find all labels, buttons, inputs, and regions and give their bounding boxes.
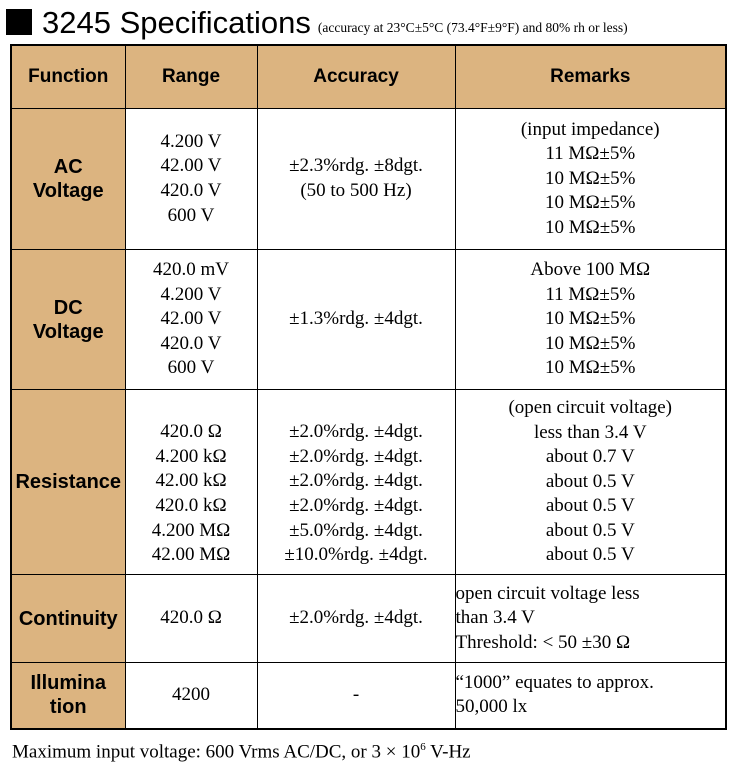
- accuracy-value: ±2.0%rdg. ±4dgt.: [289, 495, 423, 516]
- remarks-line: about 0.7 V: [545, 446, 635, 468]
- function-label: tion: [49, 696, 87, 719]
- accuracy-cell-resistance: [257, 390, 455, 575]
- function-label: Voltage: [32, 180, 104, 202]
- remarks-line: Above 100 MΩ: [530, 259, 651, 281]
- table-header-row: [11, 45, 726, 109]
- remarks-line: about 0.5 V: [545, 544, 635, 566]
- remarks-line: about 0.5 V: [545, 495, 635, 517]
- accuracy-value: ±2.0%rdg. ±4dgt.: [289, 470, 423, 492]
- remarks-line: about 0.5 V: [545, 470, 635, 492]
- function-label: DC: [53, 296, 83, 319]
- accuracy-value: ±1.3%rdg. ±4dgt.: [289, 308, 423, 330]
- remarks-line: 10 MΩ±5%: [544, 357, 636, 379]
- range-cell-ac-voltage: [125, 109, 257, 250]
- remarks-line: 50,000 lx: [455, 696, 528, 718]
- range-value: 600 V: [167, 204, 215, 226]
- remarks-line: 10 MΩ±5%: [544, 308, 636, 330]
- remarks-line: “1000” equates to approx.: [455, 671, 654, 693]
- range-value: 420.0 V: [160, 180, 222, 201]
- range-value: 420.0 kΩ: [155, 495, 227, 516]
- column-header-remarks: Remarks: [455, 45, 726, 109]
- remarks-line: 10 MΩ±5%: [544, 216, 636, 238]
- accuracy-conditions-note: (accuracy at 23°C±5°C (73.4°F±9°F) and 80% rh or less): [317, 20, 628, 35]
- accuracy-cell-ac-voltage: [257, 109, 455, 250]
- footer-text: Maximum input voltage: 600 Vrms AC/DC, or 3 × 10: [12, 741, 421, 763]
- accuracy-value: ±10.0%rdg. ±4dgt.: [284, 544, 428, 566]
- specifications-table: [10, 44, 727, 730]
- remarks-line: 11 MΩ±5%: [545, 143, 636, 165]
- remarks-line: than 3.4 V: [455, 607, 535, 629]
- remarks-line: Threshold: < 50 ±30 Ω: [455, 631, 631, 653]
- range-cell-continuity: [125, 575, 257, 663]
- function-label: AC: [53, 156, 83, 178]
- range-value: 42.00 kΩ: [155, 470, 227, 492]
- function-cell-illumination: [11, 663, 125, 729]
- remarks-line: 11 MΩ±5%: [545, 283, 636, 305]
- max-input-voltage-note: [12, 741, 471, 763]
- accuracy-value: (50 to 500 Hz): [300, 180, 412, 201]
- accuracy-cell-continuity: [257, 575, 455, 663]
- remarks-line: (input impedance): [520, 118, 660, 140]
- function-cell-dc-voltage: [11, 250, 125, 390]
- function-cell-continuity: [11, 575, 125, 663]
- footer-exponent: 6: [420, 741, 426, 753]
- range-value: 4.200 V: [160, 283, 222, 305]
- accuracy-value: ±2.3%rdg. ±8dgt.: [289, 155, 423, 177]
- function-cell-ac-voltage: [11, 109, 125, 250]
- accuracy-value: ±2.0%rdg. ±4dgt.: [289, 421, 423, 443]
- function-label: Voltage: [32, 320, 104, 343]
- range-value: 4.200 kΩ: [155, 445, 227, 467]
- range-value: 600 V: [167, 357, 215, 379]
- range-cell-resistance: [125, 390, 257, 575]
- page-title: 3245 Specifications: [42, 5, 311, 40]
- function-label: Resistance: [15, 471, 122, 493]
- page-header: [6, 6, 741, 40]
- remarks-line: less than 3.4 V: [533, 421, 647, 443]
- remarks-line: open circuit voltage less: [455, 582, 640, 604]
- remarks-cell-illumination: [455, 663, 726, 729]
- remarks-cell-continuity: [455, 575, 726, 663]
- range-cell-illumination: [125, 663, 257, 729]
- range-value: 4.200 V: [160, 130, 222, 152]
- footer-suffix: V-Hz: [425, 741, 471, 763]
- column-header-range: Range: [125, 45, 257, 109]
- accuracy-cell-illumination: [257, 663, 455, 729]
- range-value: 42.00 V: [160, 155, 222, 177]
- range-value: 420.0 Ω: [160, 421, 222, 443]
- function-cell-resistance: [11, 390, 125, 575]
- table-row-ac-voltage: [11, 109, 726, 250]
- range-cell-dc-voltage: [125, 250, 257, 390]
- column-header-function: Function: [11, 45, 125, 109]
- range-value: 4.200 MΩ: [151, 519, 231, 541]
- table-row-continuity: [11, 575, 726, 663]
- range-value: 420.0 V: [160, 332, 222, 354]
- remarks-line: 10 MΩ±5%: [544, 192, 636, 214]
- remarks-line: about 0.5 V: [545, 519, 635, 541]
- range-value: 42.00 MΩ: [151, 544, 231, 566]
- table-row-illumination: [11, 663, 726, 729]
- accuracy-value: ±2.0%rdg. ±4dgt.: [289, 607, 423, 629]
- title-square-bullet: [6, 9, 32, 35]
- remarks-cell-dc-voltage: [455, 250, 726, 390]
- function-label: Illumina: [30, 672, 107, 695]
- function-label: Continuity: [18, 607, 118, 630]
- remarks-line: 10 MΩ±5%: [544, 332, 636, 354]
- remarks-cell-resistance: [455, 390, 726, 575]
- accuracy-value: ±2.0%rdg. ±4dgt.: [289, 445, 423, 467]
- range-value: 4200: [172, 683, 210, 705]
- remarks-cell-ac-voltage: [455, 109, 726, 250]
- remarks-line: (open circuit voltage): [508, 396, 673, 418]
- range-value: 420.0 mV: [153, 259, 229, 281]
- column-header-accuracy: Accuracy: [257, 45, 455, 109]
- accuracy-value: -: [352, 683, 360, 705]
- table-row-dc-voltage: [11, 250, 726, 390]
- accuracy-cell-dc-voltage: [257, 250, 455, 390]
- remarks-line: 10 MΩ±5%: [544, 167, 636, 189]
- range-value: 42.00 V: [160, 308, 222, 330]
- range-value: 420.0 Ω: [160, 607, 222, 629]
- accuracy-value: ±5.0%rdg. ±4dgt.: [289, 519, 423, 541]
- table-row-resistance: [11, 390, 726, 575]
